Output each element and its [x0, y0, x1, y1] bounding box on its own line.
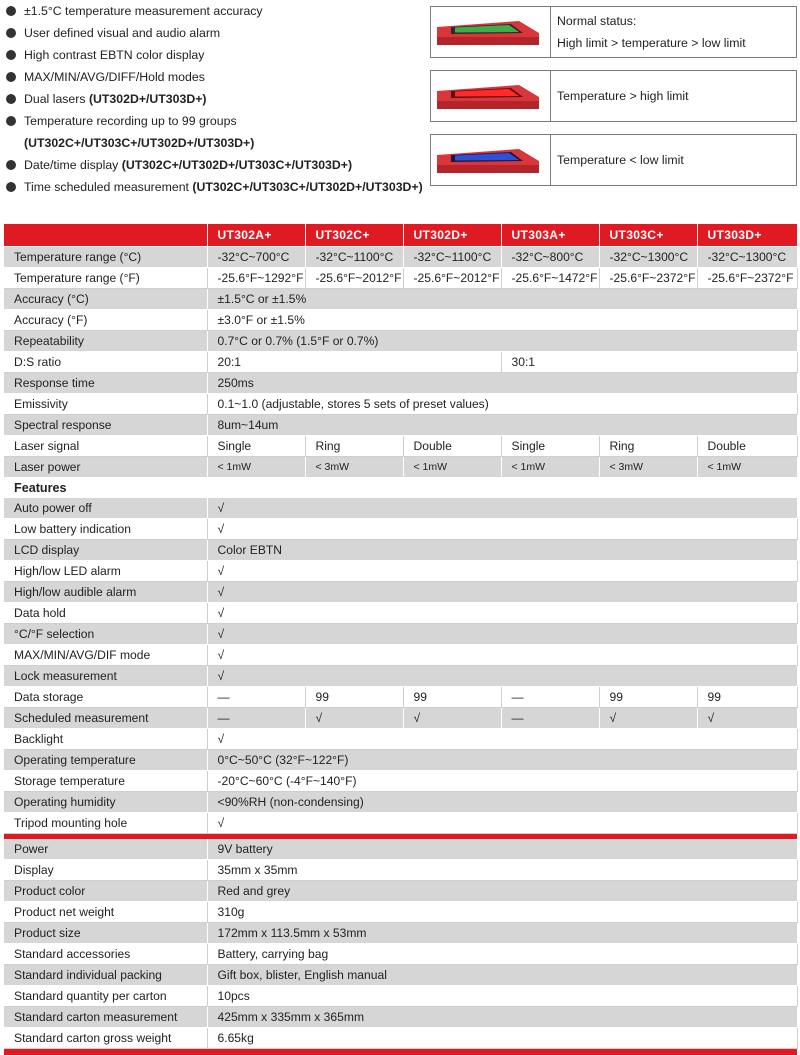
features-heading: Features — [4, 477, 797, 498]
bullet-icon — [6, 160, 16, 170]
table-row: Accuracy (°C) ±1.5°C or ±1.5% — [4, 288, 797, 309]
table-row: Emissivity 0.1~1.0 (adjustable, stores 5 sets of preset values) — [4, 393, 797, 414]
col-header: UT302D+ — [403, 224, 501, 246]
table-row: Backlight √ — [4, 728, 797, 749]
spec-table — [4, 224, 798, 1055]
table-row: Tripod mounting hole √ — [4, 812, 797, 833]
display-low-image — [431, 135, 551, 185]
bullet-icon — [6, 94, 16, 104]
feature-item: Dual lasers (UT302D+/UT303D+) — [6, 88, 426, 110]
table-row: Display 35mm x 35mm — [4, 860, 797, 881]
table-row: Standard individual packing Gift box, blister, English manual — [4, 965, 797, 986]
bullet-icon — [6, 6, 16, 16]
table-header-row — [4, 224, 797, 246]
table-row: Laser signal Single Ring Double Single Ring Double — [4, 435, 797, 456]
table-row: Data storage — 99 99 — 99 99 — [4, 686, 797, 707]
table-row: High/low LED alarm √ — [4, 560, 797, 581]
status-low-box: Temperature < low limit — [430, 134, 797, 186]
col-header: UT303A+ — [501, 224, 599, 246]
display-high-image — [431, 71, 551, 121]
table-row: Laser power < 1mW < 3mW < 1mW < 1mW < 3mW < 1mW — [4, 456, 797, 477]
feature-list — [6, 0, 426, 198]
table-row: LCD display Color EBTN — [4, 539, 797, 560]
table-row: Temperature range (°C) -32°C~700°C -32°C~1100°C -32°C~1100°C -32°C~800°C -32°C~1300°C -32°C~1300°C — [4, 246, 797, 267]
table-row: Repeatability 0.7°C or 0.7% (1.5°F or 0.7%) — [4, 330, 797, 351]
bullet-icon — [6, 72, 16, 82]
col-header: UT302C+ — [305, 224, 403, 246]
table-row: Product net weight 310g — [4, 902, 797, 923]
feature-item: MAX/MIN/AVG/DIFF/Hold modes — [6, 66, 426, 88]
feature-item: ±1.5°C temperature measurement accuracy — [6, 0, 426, 22]
table-row: D:S ratio 20:1 30:1 — [4, 351, 797, 372]
table-row: Standard carton measurement 425mm x 335mm x 365mm — [4, 1007, 797, 1028]
table-row: Lock measurement √ — [4, 665, 797, 686]
table-row: Operating temperature 0°C~50°C (32°F~122°F) — [4, 749, 797, 770]
col-header: UT303C+ — [599, 224, 697, 246]
table-row: Temperature range (°F) -25.6°F~1292°F -25.6°F~2012°F -25.6°F~2012°F -25.6°F~1472°F -25.6°F~2372°F -25.6°F~2372°F — [4, 267, 797, 288]
bullet-icon — [6, 116, 16, 126]
table-row: Standard carton gross weight 6.65kg — [4, 1028, 797, 1049]
table-row: MAX/MIN/AVG/DIF mode √ — [4, 644, 797, 665]
table-row: Standard quantity per carton 10pcs — [4, 986, 797, 1007]
display-normal-image — [431, 7, 551, 57]
col-header: UT302A+ — [207, 224, 305, 246]
table-row: High/low audible alarm √ — [4, 581, 797, 602]
table-row: Product color Red and grey — [4, 881, 797, 902]
table-row: Response time 250ms — [4, 372, 797, 393]
table-row: Operating humidity <90%RH (non-condensing) — [4, 791, 797, 812]
table-row: Accuracy (°F) ±3.0°F or ±1.5% — [4, 309, 797, 330]
feature-item: Date/time display (UT302C+/UT302D+/UT303C+/UT303D+) — [6, 154, 426, 176]
feature-item: User defined visual and audio alarm — [6, 22, 426, 44]
table-row: Spectral response 8um~14um — [4, 414, 797, 435]
table-row: Low battery indication √ — [4, 518, 797, 539]
table-row: Auto power off √ — [4, 498, 797, 519]
bullet-icon — [6, 50, 16, 60]
table-row: Data hold √ — [4, 602, 797, 623]
table-row: Product size 172mm x 113.5mm x 53mm — [4, 923, 797, 944]
table-row: °C/°F selection √ — [4, 623, 797, 644]
bullet-icon — [6, 28, 16, 38]
table-row: Power 9V battery — [4, 839, 797, 860]
bullet-icon — [6, 182, 16, 192]
table-row: Scheduled measurement — √ √ — √ √ — [4, 707, 797, 728]
status-normal-box: Normal status: High limit > temperature > low limit — [430, 6, 797, 58]
table-row: Storage temperature -20°C~60°C (-4°F~140°F) — [4, 770, 797, 791]
status-high-box: Temperature > high limit — [430, 70, 797, 122]
feature-item: Temperature recording up to 99 groups (UT302C+/UT303C+/UT302D+/UT303D+) — [6, 110, 426, 154]
col-header: UT303D+ — [697, 224, 797, 246]
section-divider — [4, 1049, 797, 1055]
feature-item: Time scheduled measurement (UT302C+/UT303C+/UT302D+/UT303D+) — [6, 176, 426, 198]
section-heading-row — [4, 477, 797, 498]
feature-item: High contrast EBTN color display — [6, 44, 426, 66]
table-row: Standard accessories Battery, carrying bag — [4, 944, 797, 965]
